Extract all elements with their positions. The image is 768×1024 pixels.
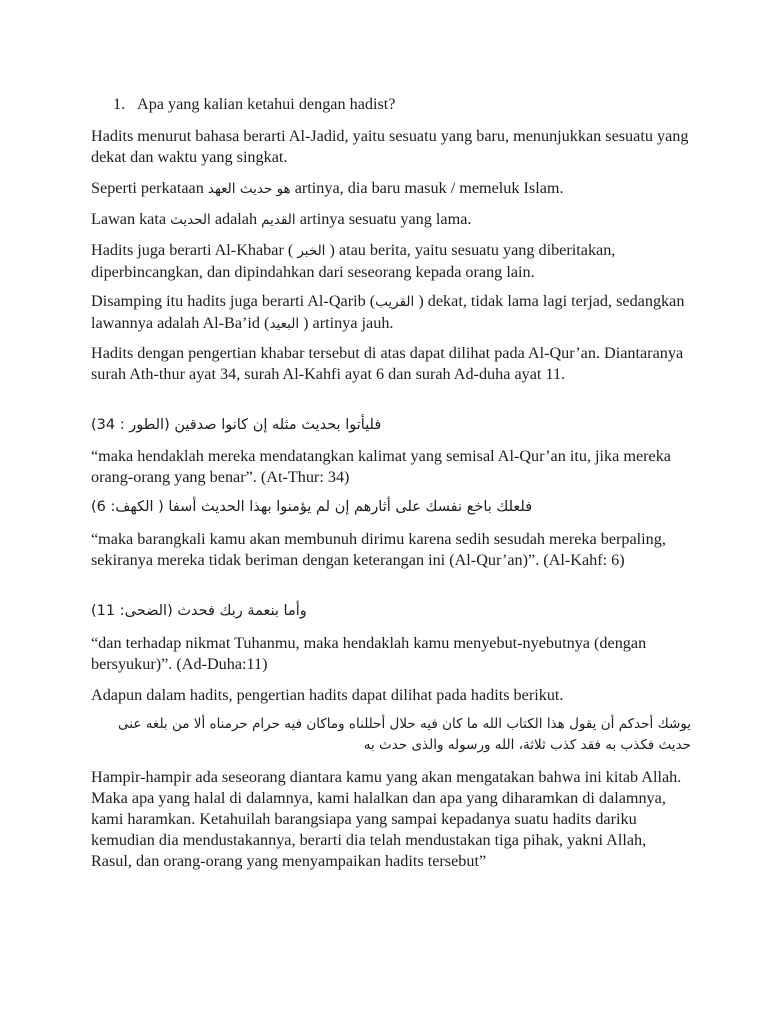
paragraph-quran-reference: Hadits dengan pengertian khabar tersebut di atas dapat dilihat pada Al-Qur’an. Diantaranya surah Ath-thur ayat 34, surah Al-Kahfi ayat 6 dan surah Ad-duha ayat 11. xyxy=(91,344,684,383)
paragraph-hadith-intro: Adapun dalam hadits, pengertian hadits dapat dilihat pada hadits berikut. xyxy=(91,686,564,704)
ayah-ath-thur: فليأتوا بحديث مثله إن كانوا صدقين (الطور : 34) xyxy=(91,417,382,433)
ayah-al-kahf: فلعلك باخع نفسك على أثارهم إن لم يؤمنوا بهذا الحديث أسفا ( الكهف: 6) xyxy=(91,499,533,515)
paragraph-khabar xyxy=(91,240,691,283)
text-segment: Disamping itu hadits juga berarti Al-Qarib ( xyxy=(91,292,376,310)
translation-ath-thur: “maka hendaklah mereka mendatangkan kalimat yang semisal Al-Qur’an itu, jika mereka orang-orang yang benar”. (At-Thur: 34) xyxy=(91,447,671,486)
paragraph-qarib xyxy=(91,291,691,335)
text-segment: ) artinya jauh. xyxy=(299,314,394,332)
translation-al-kahf: “maka barangkali kamu akan membunuh dirimu karena sedih sesudah mereka berpaling, sekiranya mereka tidak beriman dengan keterangan ini (Al-Qur’an)”. (Al-Kahf: 6) xyxy=(91,530,666,569)
question-heading: Apa yang kalian ketahui dengan hadist? xyxy=(137,95,396,113)
text-segment: Lawan kata xyxy=(91,210,171,228)
arabic-word: الحديث xyxy=(170,212,211,228)
text-segment: ) dekat, tidak lama lagi terjad, sedangkan lawannya adalah Al-Ba’id ( xyxy=(91,292,685,332)
paragraph-example xyxy=(91,178,691,200)
arabic-word: الخبر xyxy=(297,243,326,259)
arabic-word: القريب xyxy=(375,294,415,310)
list-number: 1. xyxy=(113,95,126,113)
text-segment: artinya, dia baru masuk / memeluk Islam. xyxy=(290,179,564,197)
text-segment: ) atau berita, yaitu sesuatu yang diberitakan, diperbincangkan, dan dipindahkan dari seseorang kepada orang lain. xyxy=(91,241,616,281)
text-segment: adalah xyxy=(210,210,262,228)
text-segment: Seperti perkataan xyxy=(91,179,208,197)
ayah-ad-duha: وأما بنعمة ربك فحدث (الضحى: 11) xyxy=(91,603,307,619)
translation-ad-duha: “dan terhadap nikmat Tuhanmu, maka hendaklah kamu menyebut-nyebutnya (dengan bersyukur)”. (Ad-Duha:11) xyxy=(91,634,647,673)
hadith-translation: Hampir-hampir ada seseorang diantara kamu yang akan mengatakan bahwa ini kitab Allah. Maka apa yang halal di dalamnya, kami halalkan dan apa yang diharamkan di dalamnya, kami haramkan. Ketahuilah barangsiapa yang sampai kepadanya suatu hadits dariku kemudian dia mendustakannya, berarti dia telah mendustakan tiga pihak, yakni Allah, Rasul, dan orang-orang yang menyampaikan hadits tersebut” xyxy=(91,768,682,870)
arabic-word: القديم xyxy=(261,212,296,228)
text-segment: Hadits juga berarti Al-Khabar ( xyxy=(91,241,298,259)
paragraph-antonym xyxy=(91,209,691,231)
arabic-phrase: هو حديث العهد xyxy=(207,181,291,197)
paragraph-definition: Hadits menurut bahasa berarti Al-Jadid, yaitu sesuatu yang baru, menunjukkan sesuatu yang dekat dan waktu yang singkat. xyxy=(91,127,689,166)
arabic-word: البعيد xyxy=(269,316,300,332)
text-segment: artinya sesuatu yang lama. xyxy=(295,210,472,228)
hadith-arabic: يوشك أحدكم أن يقول هذا الكتاب الله ما كان فيه حلال أحللناه وماكان فيه حرام حرمناه ألا من بلغه عنى حديث فكذب به فقد كذب ثلاثة، الله ورسوله والذى حدث به xyxy=(118,716,691,753)
